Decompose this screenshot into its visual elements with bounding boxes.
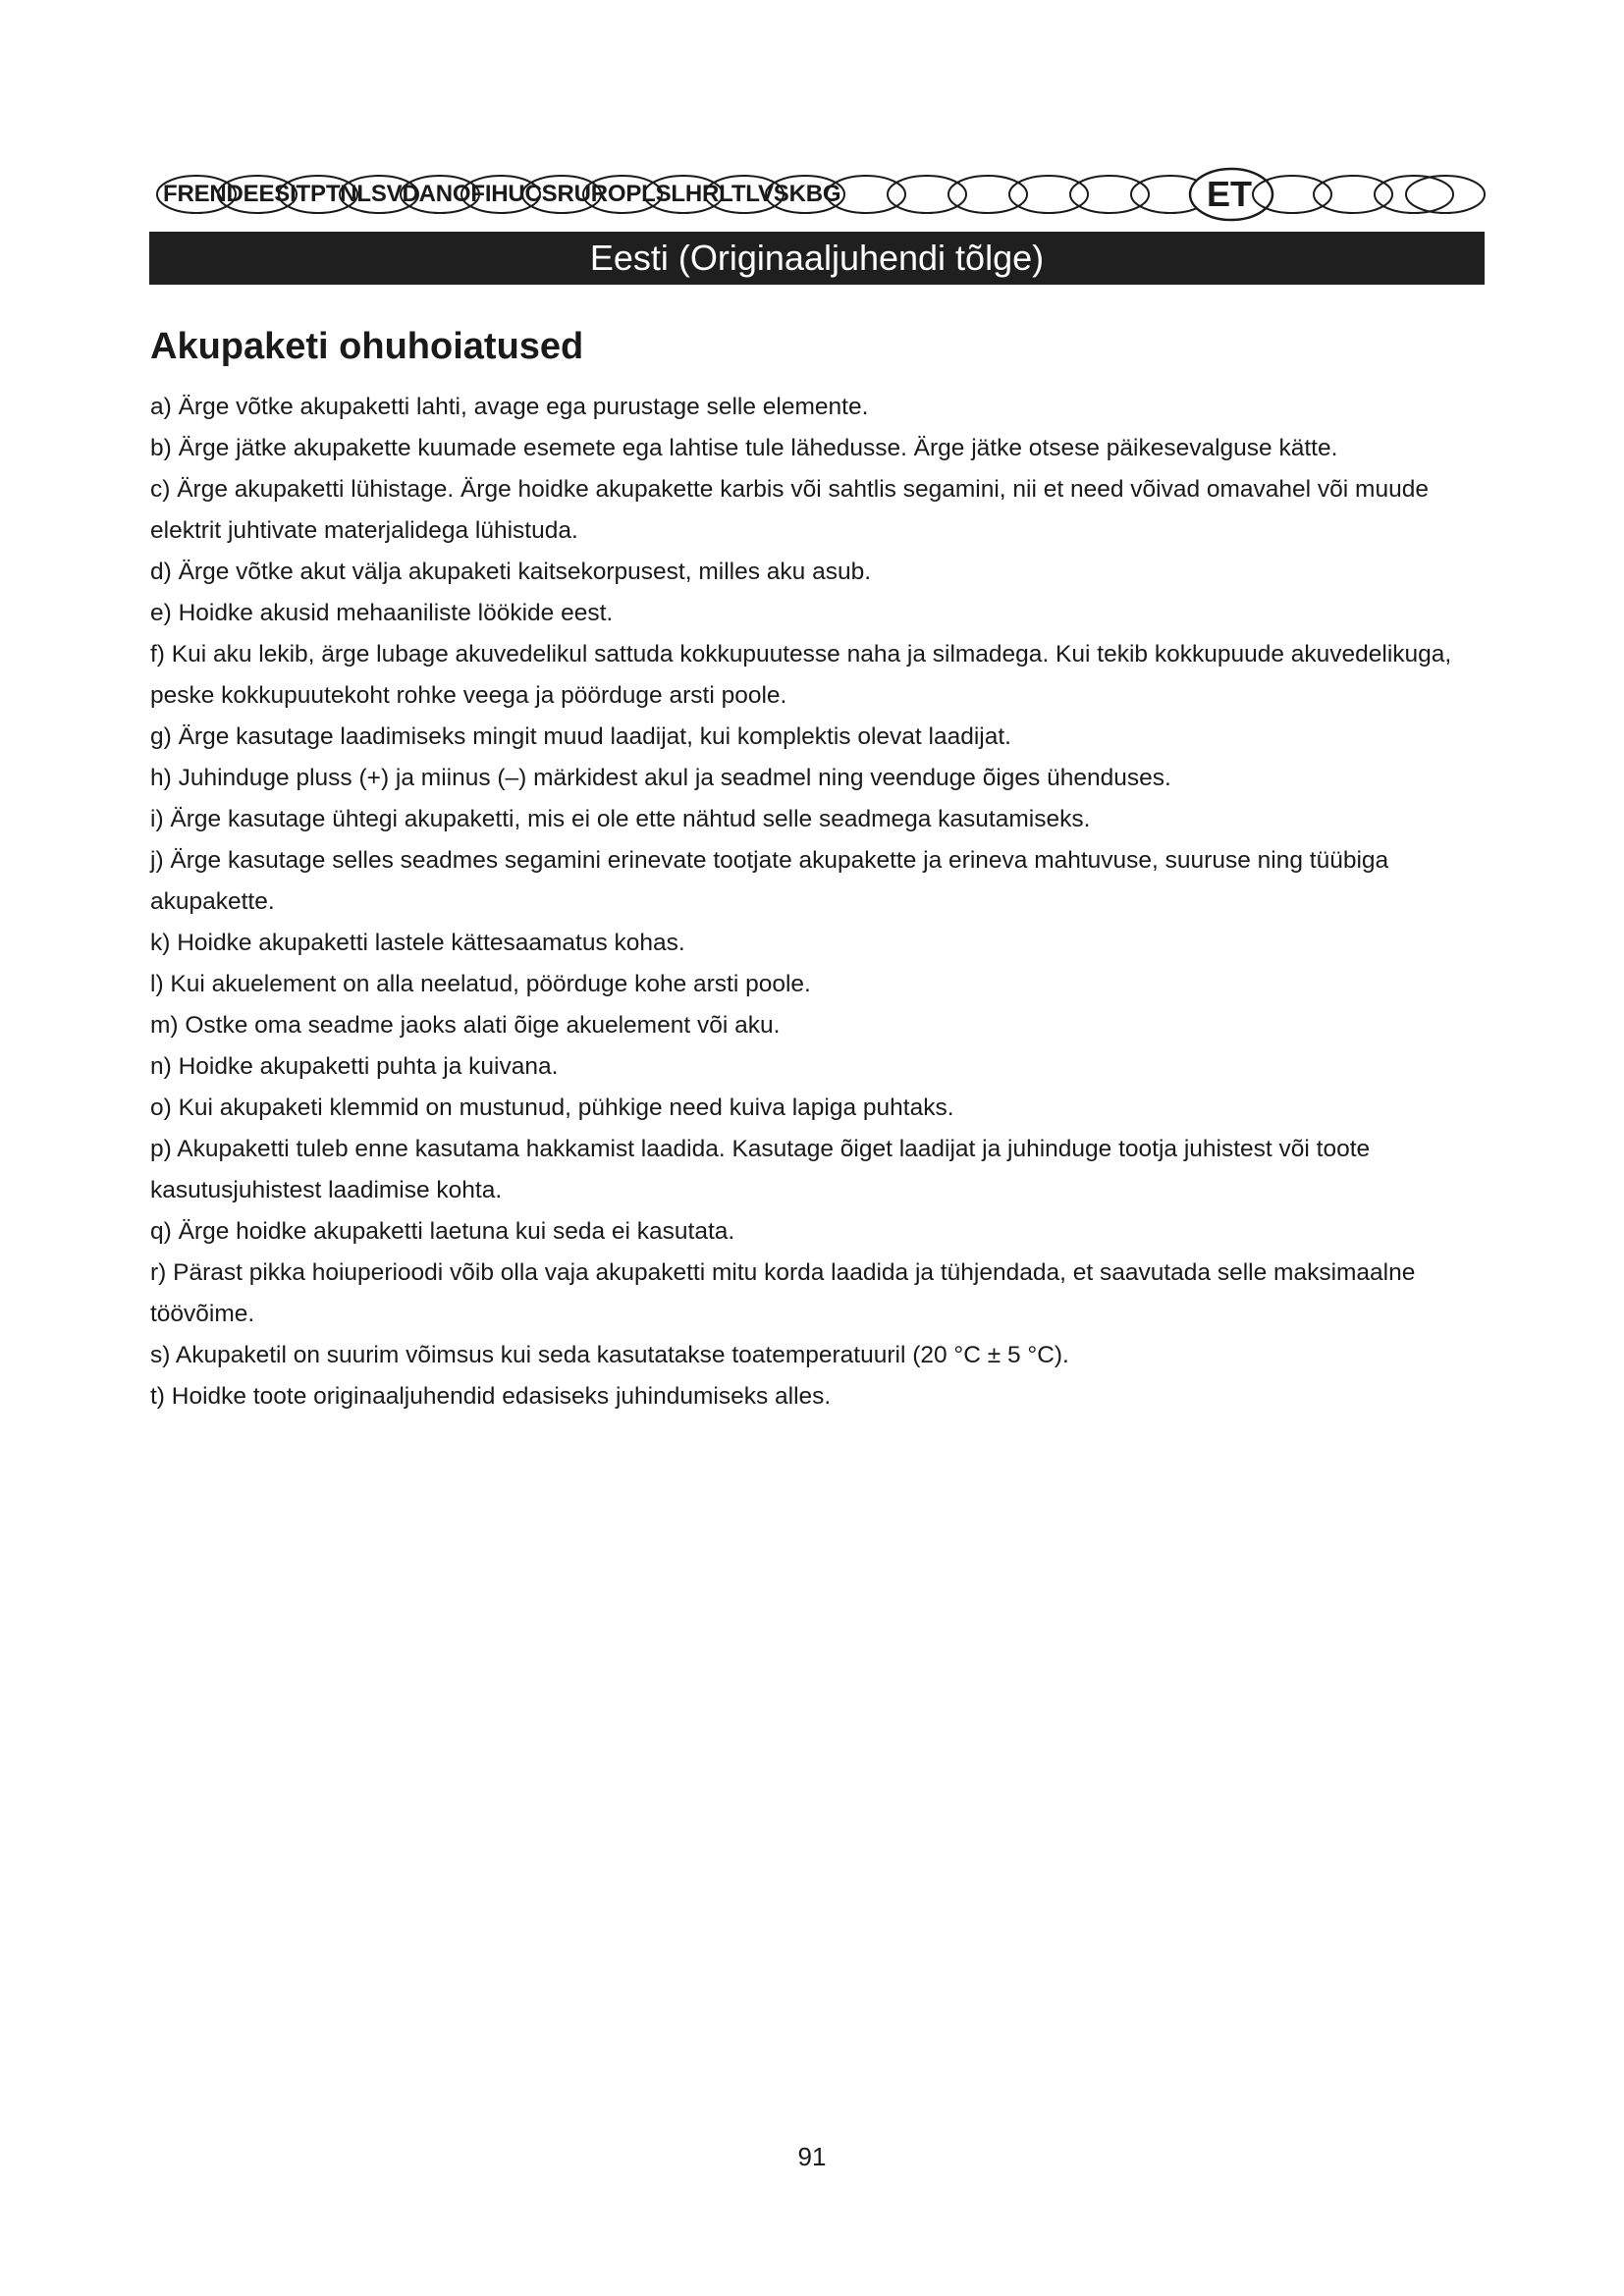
page-title-banner: Eesti (Originaaljuhendi tõlge) [149,232,1485,285]
warning-item-d: d) Ärge võtke akut välja akupaketi kaitsekorpusest, milles aku asub. [150,559,872,585]
language-codes: FRENDEESITPTNLSVDANOFIHUCSRUROPLSLHRLTLVSKBG [163,181,841,207]
warning-item-m: m) Ostke oma seadme jaoks alati õige akuelement või aku. [150,1012,781,1039]
warning-item-l: l) Kui akuelement on alla neelatud, pöörduge kohe arsti poole. [150,971,811,997]
warning-item-n: n) Hoidke akupaketti puhta ja kuivana. [150,1053,559,1080]
warning-item-f: f) Kui aku lekib, ärge lubage akuvedelikul sattuda kokkupuutesse naha ja silmadega. Kui tekib kokkupuude akuvedelikuga, peske kokkupuutekoht rohke veega ja pöörduge arsti poole. [150,641,1452,709]
warning-list [150,387,1495,1417]
warning-item-p: p) Akupaketti tuleb enne kasutama hakkamist laadida. Kasutage õiget laadijat ja juhinduge tootja juhistest või toote kasutusjuhistest laadimise kohta. [150,1136,1371,1203]
warning-item-o: o) Kui akupaketi klemmid on mustunud, pühkige need kuiva lapiga puhtaks. [150,1095,954,1121]
warning-item-b: b) Ärge jätke akupakette kuumade esemete ega lahtise tule lähedusse. Ärge jätke otsese päikesevalguse kätte. [150,435,1338,461]
page-number: 91 [797,2142,827,2171]
warning-item-c: c) Ärge akupaketti lühistage. Ärge hoidke akupakette karbis või sahtlis segamini, nii et need võivad omavahel või muude elektrit juhtivate materjalidega lühistuda. [150,476,1429,544]
warning-item-h: h) Juhinduge pluss (+) ja miinus (–) märkidest akul ja seadmel ning veenduge õiges ühenduses. [150,765,1171,791]
current-language-tab: ET [1206,174,1252,214]
warning-item-j: j) Ärge kasutage selles seadmes segamini erinevate tootjate akupakette ja erineva mahtuvuse, suuruse ning tüübiga akupakette. [150,847,1389,915]
warning-item-g: g) Ärge kasutage laadimiseks mingit muud laadijat, kui komplektis olevat laadijat. [150,723,1011,750]
warning-item-k: k) Hoidke akupaketti lastele kättesaamatus kohas. [150,930,685,956]
warning-item-e: e) Hoidke akusid mehaaniliste löökide eest. [150,600,614,626]
warning-item-a: a) Ärge võtke akupaketti lahti, avage ega purustage selle elemente. [150,394,869,420]
section-heading: Akupaketi ohuhoiatused [150,326,584,367]
warning-item-s: s) Akupaketil on suurim võimsus kui seda kasutatakse toatemperatuuril (20 °C ± 5 °C). [150,1342,1069,1368]
warning-item-q: q) Ärge hoidke akupaketti laetuna kui seda ei kasutata. [150,1218,735,1245]
language-selector-bar [149,165,1485,224]
warning-item-i: i) Ärge kasutage ühtegi akupaketti, mis ei ole ette nähtud selle seadmega kasutamiseks. [150,806,1091,832]
warning-item-r: r) Pärast pikka hoiuperioodi võib olla vaja akupaketti mitu korda laadida ja tühjendada, et saavutada selle maksimaalne töövõime. [150,1259,1416,1327]
warning-item-t: t) Hoidke toote originaaljuhendid edasiseks juhindumiseks alles. [150,1383,832,1410]
